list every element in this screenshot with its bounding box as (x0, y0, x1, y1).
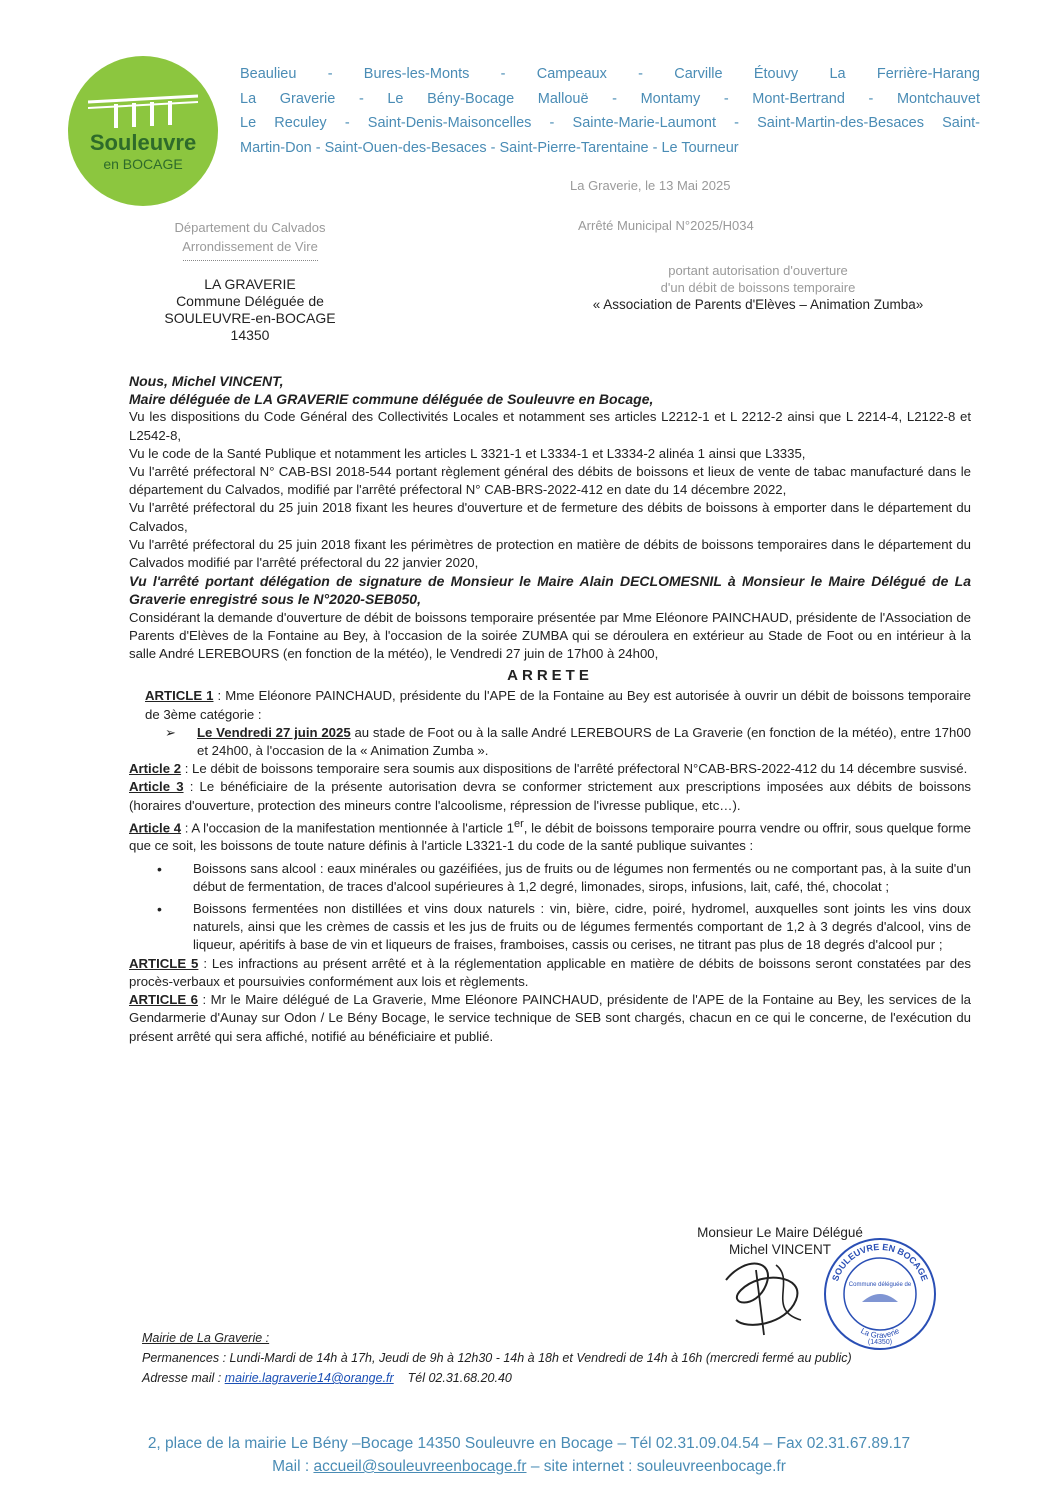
subject-line-1: portant autorisation d'ouverture (668, 263, 848, 278)
arrondissement-name: Arrondissement de Vire (182, 239, 318, 254)
article-5-label: ARTICLE 5 (129, 955, 199, 971)
vu-paragraph: Vu le code de la Santé Publique et notamment les articles L 3321-1 et L3334-1 et L3334-2 alinéa 1 ainsi que L3335, (129, 445, 806, 461)
mairie-email-link[interactable]: mairie.lagraverie14@orange.fr (224, 1371, 394, 1385)
stamp-bottom-text: La Graverie (859, 1326, 901, 1341)
footer-email-link[interactable]: accueil@souleuvreenbocage.fr (313, 1458, 527, 1475)
department-name: Département du Calvados (174, 220, 326, 235)
vu-delegation-paragraph: Vu l'arrêté portant délégation de signature de Monsieur le Maire Alain DECLOMESNIL à Monsieur le Maire Délégué de La Graverie enregistré sous le N°2020-SEB050, (129, 573, 971, 608)
article-4-label: Article 4 (129, 820, 182, 836)
communes-line: La Graverie - Le Bény-Bocage Mallouë - Montamy - Mont-Bertrand - Montchauvet (240, 90, 980, 107)
considerant-paragraph: Considérant la demande d'ouverture de débit de boissons temporaire présentée par Mme Eléonore PAINCHAUD, présidente de l'Association de Parents d'Elèves de la Fontaine au Bey, à l'occasion de la soirée ZUMBA qui se déroulera en extérieur au Stade de Foot ou en intérieur à la salle André LEREBOURS (en fonction de la météo), le Vendredi 27 juin de 17h00 à 24h00, (129, 609, 971, 662)
article-5 (129, 955, 971, 991)
footer-mail-label: Mail : (272, 1458, 314, 1475)
stamp-cp-text: (14350) (867, 1339, 893, 1346)
communes-line: Le Reculey - Saint-Denis-Maisoncelles - Sainte-Marie-Laumont - Saint-Martin-des-Besaces Saint- (240, 115, 980, 131)
article-6-text: : Mr le Maire délégué de La Graverie, Mme Eléonore PAINCHAUD, présidente de l'APE de la Fontaine au Bey, les services de la Gendarmerie d'Aunay sur Odon / Le Bény Bocage, le service technique de SEB sont chargés, chacun en ce qui le concerne, de l'exécution du présent arrêté qui sera affiché, notifié au bénéficiaire et publié. (129, 992, 972, 1044)
handwritten-signature (706, 1250, 826, 1340)
postal-code: 14350 (230, 327, 270, 343)
article-1-label: ARTICLE 1 (145, 688, 214, 704)
mairie-hours: Permanences : Lundi-Mardi de 14h à 17h, Jeudi de 9h à 12h30 - 14h à 18h et Vendredi de 14h à 16h (mercredi fermé au public) (142, 1351, 852, 1365)
list-item (129, 900, 971, 955)
communes-list (240, 62, 980, 160)
mail-label: Adresse mail : (142, 1371, 225, 1385)
logo-text-sub: en BOCAGE (103, 156, 183, 172)
signatory-name: Michel VINCENT (728, 1242, 831, 1257)
article-2-text: : Le débit de boissons temporaire sera soumis aux dispositions de l'arrêté préfectoral N°CAB-BRS-2022-412 du 14 décembre susvisé. (181, 761, 968, 777)
article-4-text-b: , le débit de boissons temporaire pourra vendre ou offrir, sous quelque forme que ce soit, les boissons de toute nature définis à l'article L3321-1 du code de la santé publique suivantes : (129, 820, 971, 854)
article-3-label: Article 3 (129, 779, 184, 795)
vu-paragraph: Vu l'arrêté préfectoral du 25 juin 2018 fixant les périmètres de protection en matière de débits de boissons temporaires dans le département du Calvados modifié par l'arrêté préfectoral du 22 janvier 2020, (129, 536, 971, 571)
list-item-text: Boissons fermentées non distillées et vins doux naturels : vin, bière, cidre, poiré, hydromel, auxquelles sont joints les vins doux naturels, ainsi que les crèmes de cassis et les jus de fruits ou de légumes fermentés comportant de 1,2 à 3 degrés d'alcool, vins de liqueur, apéritifs à base de vin et liqueurs de fraises, framboises, cassis ou cerises, ne titrant pas plus de 18 degrés d'alcool pur ; (193, 901, 971, 953)
logo-text-main: Souleuvre (89, 130, 197, 155)
vu-paragraph: Vu l'arrêté préfectoral du 25 juin 2018 fixant les heures d'ouverture et de fermeture des débits de boissons à emporter dans le département du Calvados, (129, 500, 971, 534)
communes-line: Martin-Don - Saint-Ouen-des-Besaces - Saint-Pierre-Tarentaine - Le Tourneur (240, 139, 739, 156)
arrete-subject (548, 262, 968, 313)
list-item-text: Boissons sans alcool : eaux minérales ou gazéifiées, jus de fruits ou de légumes non fermentés ou ne comportant pas, à la suite d'un début de fermentation, de traces d'alcool supérieures à 1,2 degré, limonades, sirops, infusions, lait, café, thé, chocolat ; (193, 860, 971, 894)
arrow-bullet-icon: ➢ (165, 724, 177, 740)
article-1-rest: au stade de Foot ou à la salle André LEREBOURS de La Graverie (en fonction de la météo), entre 17h00 et 24h00, à l'occasion de la « Animation Zumba ». (197, 724, 971, 759)
vu-paragraph: Vu l'arrêté préfectoral N° CAB-BSI 2018-544 portant règlement général des débits de boissons et lieux de vente de tabac manufacturé dans le département du Calvados, modifié par l'arrêté préfectoral N° CAB-BRS-2022-412 en date du 14 décembre 2022, (129, 464, 971, 498)
stamp-middle-text: Commune déléguée de (848, 1282, 912, 1288)
article-6 (129, 991, 971, 1046)
bullet-icon: • (157, 860, 162, 877)
article-3 (129, 778, 971, 814)
article-2 (129, 760, 971, 778)
bridge-icon (88, 94, 198, 130)
mairie-info (142, 1328, 972, 1388)
article-4 (129, 815, 971, 856)
commune-block (130, 276, 370, 344)
article-5-text: : Les infractions au présent arrêté et à la réglementation applicable en matière de débits de boissons seront constatées par des procès-verbaux et poursuivies conformément aux lois et règlements. (129, 955, 972, 989)
arrete-body (129, 372, 971, 1046)
communes-line: Beaulieu - Bures-les-Monts - Campeaux - Carville Étouvy La Ferrière-Harang (240, 66, 980, 82)
souleuvre-logo (68, 56, 218, 206)
footer-contact (0, 1455, 1058, 1478)
mairie-contact (142, 1368, 972, 1388)
arrete-number: Arrêté Municipal N°2025/H034 (578, 218, 754, 233)
commune-deleguee: Commune Déléguée de (176, 293, 324, 309)
footer-address: 2, place de la mairie Le Bény –Bocage 14350 Souleuvre en Bocage – Tél 02.31.09.04.54 – Fax 02.31.67.89.17 (147, 1435, 911, 1452)
vu-paragraph: Vu les dispositions du Code Général des Collectivités Locales et notamment ses articles L2212-1 et L 2212-2 ainsi que L 2214-4, L2122-8 et L2542-8, (129, 409, 971, 443)
nous-line: Nous, Michel VINCENT, (129, 373, 284, 389)
signatory-title: Monsieur Le Maire Délégué (697, 1225, 863, 1240)
subject-line-3: « Association de Parents d'Elèves – Animation Zumba» (592, 297, 924, 312)
stamp-top-text: SOULEUVRE EN BOCAGE (830, 1241, 930, 1283)
souleuvre-name: SOULEUVRE-en-BOCAGE (164, 310, 336, 326)
mairie-phone: Tél 02.31.68.20.40 (407, 1371, 512, 1385)
arrete-heading: ARRETE (507, 667, 593, 685)
subject-line-2: d'un débit de boissons temporaire (660, 280, 856, 295)
article-4-text: : A l'occasion de la manifestation mentionnée à l'article 1 (181, 820, 515, 836)
list-item (129, 860, 971, 896)
mairie-title: Mairie de La Graverie : (142, 1331, 270, 1345)
article-1-date: Le Vendredi 27 juin 2025 (197, 724, 351, 740)
footer-site: – site internet : souleuvreenbocage.fr (526, 1458, 786, 1475)
department-block (130, 218, 370, 269)
document-date: La Graverie, le 13 Mai 2025 (570, 178, 731, 193)
commune-name: LA GRAVERIE (204, 276, 296, 292)
article-3-text: : Le bénéficiaire de la présente autorisation devra se conformer strictement aux prescriptions imposées aux débits de boissons (horaires d'ouverture, protection des mineurs contre l'alcoolisme, répression de l'ivresse publique, etc…). (129, 779, 971, 813)
divider (183, 260, 318, 261)
stamp-emblem-icon (862, 1294, 898, 1302)
article-1-text: : Mme Eléonore PAINCHAUD, présidente du l'APE de la Fontaine au Bey est autorisée à ouvrir un débit de boissons temporaire de 3ème catégorie : (145, 688, 971, 722)
bullet-icon: • (157, 901, 162, 918)
article-1 (129, 687, 971, 723)
article-2-label: Article 2 (129, 761, 182, 777)
maire-line: Maire déléguée de LA GRAVERIE commune déléguée de Souleuvre en Bocage, (129, 391, 654, 408)
article-4-sup: er (514, 817, 524, 830)
article-1-detail (129, 724, 971, 760)
article-6-label: ARTICLE 6 (129, 992, 198, 1008)
